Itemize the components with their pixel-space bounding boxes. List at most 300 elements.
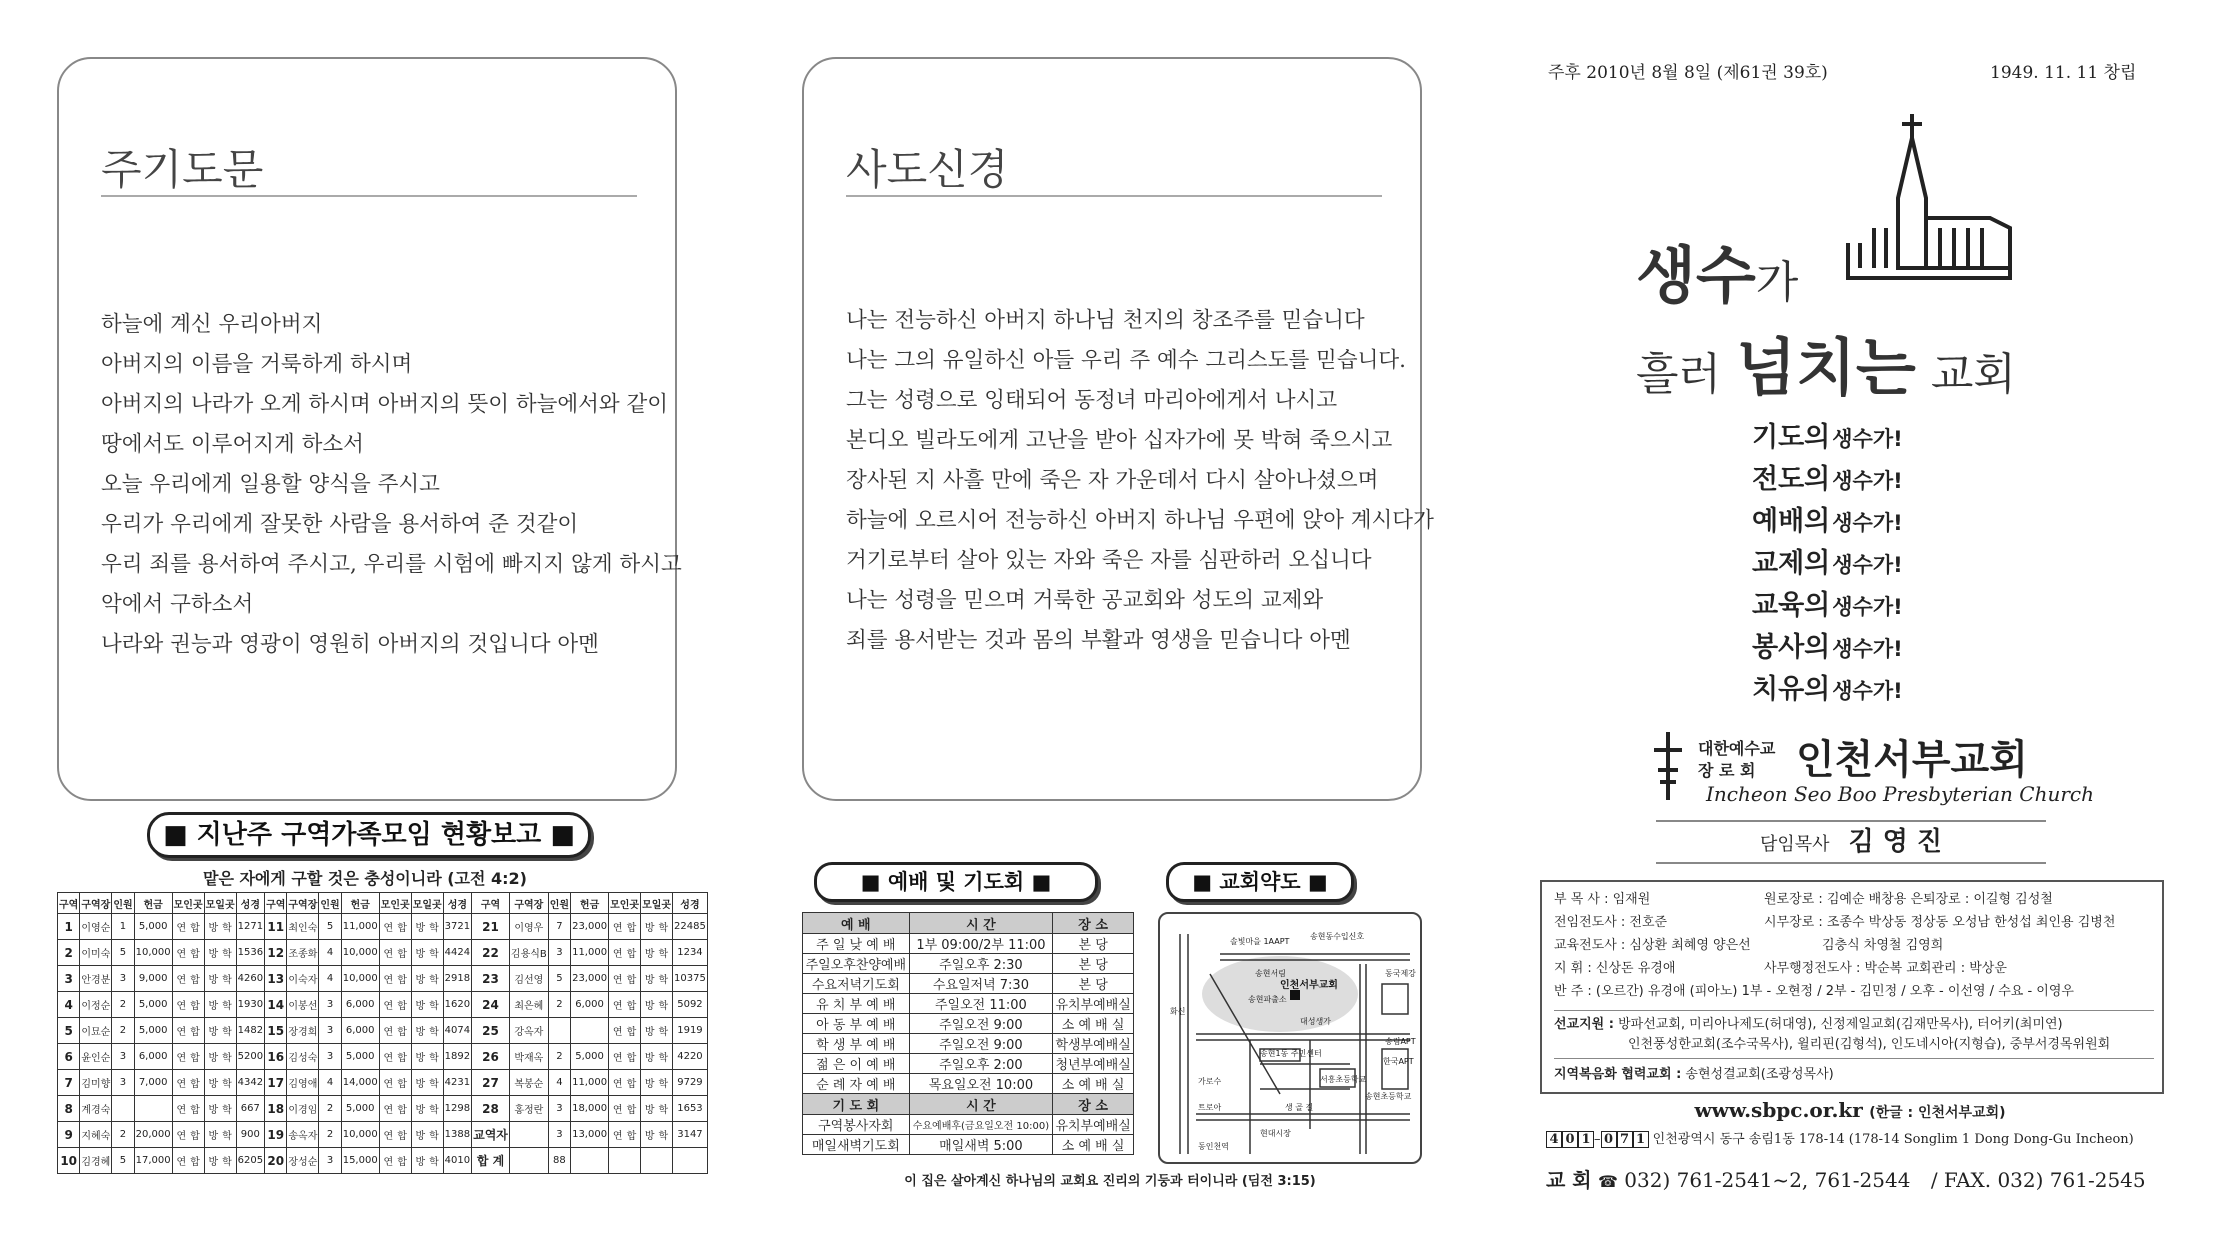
- worship-row: [803, 1074, 1134, 1094]
- map-drawing: [1160, 914, 1420, 1162]
- report-cell-part: 학: [429, 1053, 439, 1064]
- zip-digit: 7: [1617, 1131, 1633, 1148]
- report-cell: [172, 940, 204, 966]
- staff-right: 사무행정전도사 : 박순복 교회관리 : 박상운: [1764, 961, 2007, 976]
- report-row: [58, 940, 708, 966]
- report-cell-part: 방: [644, 1001, 655, 1012]
- report-cell: 이경임: [287, 1096, 319, 1122]
- report-cell-part: 학: [222, 1079, 232, 1090]
- report-cell: 박재옥: [509, 1044, 548, 1070]
- grace-line: [1752, 418, 1903, 460]
- worship-cell: 본 당: [1053, 954, 1134, 974]
- report-cell-part: 학: [222, 923, 232, 934]
- report-cell-part: 합: [626, 1027, 637, 1038]
- report-cell: 17: [265, 1070, 287, 1096]
- report-cell: [379, 966, 411, 992]
- report-cell-part: 연: [176, 1001, 187, 1012]
- creed-line: 나는 전능하신 아버지 하나님 천지의 창조주를 믿습니다: [846, 308, 1365, 333]
- report-cell-part: 연: [383, 1157, 394, 1168]
- address-text: 인천광역시 동구 송림1동 178-14 (178-14 Songlim 1 Dong Dong-Gu Incheon): [1652, 1132, 2134, 1147]
- report-cell: [172, 1096, 204, 1122]
- report-header-cell: 모일곳: [204, 893, 236, 914]
- report-header-cell: 구역: [265, 893, 287, 914]
- report-header-cell: 성경: [673, 893, 708, 914]
- report-row: [58, 1018, 708, 1044]
- report-cell-part: 학: [429, 923, 439, 934]
- report-cell: 7,000: [134, 1070, 172, 1096]
- report-cell: 18: [265, 1096, 287, 1122]
- report-cell: 3: [548, 1122, 570, 1148]
- report-cell-part: 합: [626, 1079, 637, 1090]
- report-cell: 17,000: [134, 1148, 172, 1174]
- report-cell: [204, 1044, 236, 1070]
- report-cell-part: 연: [383, 1001, 394, 1012]
- report-cell-part: 연: [612, 975, 623, 986]
- report-cell: 4074: [443, 1018, 471, 1044]
- staff-right: 원로장로 : 김예순 배창용 은퇴장로 : 이길형 김성철: [1764, 892, 2053, 907]
- map-title: ■ 교회약도 ■: [1166, 862, 1354, 902]
- cooperation-label: 지역복음화 협력교회 :: [1554, 1067, 1682, 1082]
- report-cell: 6,000: [341, 1018, 379, 1044]
- report-cell: 2: [319, 1122, 341, 1148]
- report-cell: 2: [319, 1096, 341, 1122]
- report-cell-part: 연: [176, 1131, 187, 1142]
- report-cell: 2: [112, 1018, 134, 1044]
- report-cell: [411, 1096, 443, 1122]
- report-cell: 7: [548, 914, 570, 940]
- report-cell: 3721: [443, 914, 471, 940]
- report-cell-part: 연: [612, 1131, 623, 1142]
- report-header-cell: 성경: [443, 893, 471, 914]
- report-cell: 5,000: [134, 914, 172, 940]
- worship-row: [803, 1014, 1134, 1034]
- report-cell-part: 학: [429, 949, 439, 960]
- worship-row: [803, 974, 1134, 994]
- report-cell: [509, 1122, 548, 1148]
- report-cell: [172, 992, 204, 1018]
- report-cell: 25: [472, 1018, 510, 1044]
- lords-prayer-title: 주기도문: [101, 145, 264, 194]
- prayer-line: 악에서 구하소서: [101, 592, 254, 617]
- report-cell-part: 합: [626, 1053, 637, 1064]
- report-cell: [172, 966, 204, 992]
- worship-cell: 주일오전 9:00: [909, 1034, 1053, 1054]
- report-cell: 5,000: [134, 1018, 172, 1044]
- grace-word: 전도의: [1752, 464, 1831, 495]
- website-note: (한글 : 인천서부교회): [1869, 1105, 2006, 1121]
- report-cell: [609, 1070, 641, 1096]
- zip-code-part-2: [1601, 1132, 1649, 1147]
- report-cell-part: 방: [208, 1001, 219, 1012]
- report-cell: 장성순: [287, 1148, 319, 1174]
- creed-line: 죄를 용서받는 것과 몸의 부활과 영생을 믿습니다 아멘: [846, 628, 1351, 653]
- report-cell: 15,000: [341, 1148, 379, 1174]
- report-cell: 6,000: [341, 992, 379, 1018]
- report-table: [57, 892, 708, 1174]
- report-cell: [641, 1096, 673, 1122]
- report-cell-part: 학: [222, 1157, 232, 1168]
- report-cell-part: 방: [644, 1053, 655, 1064]
- grace-word: 치유의: [1752, 674, 1831, 705]
- report-cell: [641, 1018, 673, 1044]
- report-cell: 19: [265, 1122, 287, 1148]
- map-label: 한국APT: [1383, 1057, 1414, 1066]
- worship-cell: 학 생 부 예 배: [803, 1034, 910, 1054]
- staff-left: 전임전도사 : 전호준: [1554, 915, 1668, 930]
- report-cell: 5: [319, 914, 341, 940]
- worship-cell: 주일오후찬양예배: [803, 954, 910, 974]
- worship-table: [802, 912, 1134, 1155]
- worship-header-row: [803, 913, 1134, 934]
- grace-suffix: 생수가!: [1832, 469, 1903, 493]
- creed-line: 본디오 빌라도에게 고난을 받아 십자가에 못 박혀 죽으시고: [846, 428, 1393, 453]
- cooperation-church: [1554, 1058, 2154, 1082]
- report-header-cell: 헌금: [341, 893, 379, 914]
- report-header-cell: 구역: [58, 893, 80, 914]
- map-label: 대성생가: [1300, 1017, 1331, 1026]
- report-cell-part: 합: [190, 1079, 200, 1090]
- report-cell: [379, 1044, 411, 1070]
- report-cell: [641, 966, 673, 992]
- report-cell-part: 학: [222, 1053, 232, 1064]
- report-cell: 5,000: [134, 992, 172, 1018]
- report-cell: [609, 992, 641, 1018]
- report-cell-part: 학: [429, 1157, 439, 1168]
- report-cell-part: 방: [415, 1001, 426, 1012]
- report-cell: 4424: [443, 940, 471, 966]
- report-cell-part: 방: [644, 1105, 655, 1116]
- report-row: [58, 966, 708, 992]
- report-cell: 1919: [673, 1018, 708, 1044]
- report-cell: 16: [265, 1044, 287, 1070]
- mission-text-1: 방파선교회, 미리아나제도(허대영), 신정제일교회(김재만목사), 터어키(최미연): [1618, 1017, 2063, 1032]
- creed-line: 장사된 지 사흘 만에 죽은 자 가운데서 다시 살아나셨으며: [846, 468, 1379, 493]
- zip-digit: 4: [1546, 1131, 1562, 1148]
- staff-row: [1554, 957, 2154, 980]
- report-cell: 이미숙: [80, 940, 112, 966]
- report-cell: 3: [58, 966, 80, 992]
- report-cell: [411, 914, 443, 940]
- grace-word: 교육의: [1752, 590, 1831, 621]
- report-cell: 1482: [236, 1018, 264, 1044]
- report-cell: 5,000: [341, 1044, 379, 1070]
- report-cell: 3: [112, 1070, 134, 1096]
- report-cell: 1892: [443, 1044, 471, 1070]
- report-cell-part: 연: [383, 1027, 394, 1038]
- report-cell-part: 연: [383, 1131, 394, 1142]
- worship-cell: 주 일 낮 예 배: [803, 934, 910, 954]
- report-cell-part: 합: [626, 949, 637, 960]
- report-cell: [411, 940, 443, 966]
- worship-row: [803, 1135, 1134, 1155]
- report-header-cell: 헌금: [134, 893, 172, 914]
- report-cell: 홍정란: [509, 1096, 548, 1122]
- report-cell: [172, 1018, 204, 1044]
- report-header-cell: 구역: [472, 893, 510, 914]
- report-cell-part: 합: [397, 1079, 407, 1090]
- report-cell: 이영순: [80, 914, 112, 940]
- denomination-line-1: 대한예수교: [1698, 739, 1776, 758]
- grace-line: [1752, 544, 1903, 586]
- report-cell-part: 방: [208, 1027, 219, 1038]
- report-cell: 김미향: [80, 1070, 112, 1096]
- report-header-cell: 성경: [236, 893, 264, 914]
- grace-suffix: 생수가!: [1832, 595, 1903, 619]
- report-cell: [172, 914, 204, 940]
- worship-cell: 주일오전 11:00: [909, 994, 1053, 1014]
- worship-cell: 본 당: [1053, 934, 1134, 954]
- report-cell: 3: [319, 1018, 341, 1044]
- map-label: 화신: [1170, 1007, 1186, 1016]
- report-cell-part: 합: [626, 975, 637, 986]
- map-label: 인천서부교회: [1280, 980, 1338, 991]
- report-cell-part: 합: [190, 1105, 200, 1116]
- worship-row: [803, 1054, 1134, 1074]
- map-label: 송현1동 주민센터: [1260, 1049, 1322, 1058]
- report-cell-part: 학: [658, 1053, 669, 1064]
- slogan-big-2: 넘치는: [1736, 331, 1916, 404]
- map-label: 송현동수입신호: [1310, 932, 1365, 941]
- report-cell-part: 방: [415, 923, 426, 934]
- church-name: 인천서부교회: [1796, 737, 2028, 783]
- report-row: [58, 1044, 708, 1070]
- report-cell-part: 연: [176, 1053, 187, 1064]
- report-cell-part: 합: [397, 1027, 407, 1038]
- report-cell: 15: [265, 1018, 287, 1044]
- report-cell: 6,000: [571, 992, 609, 1018]
- report-cell: 20: [265, 1148, 287, 1174]
- report-cell-part: 학: [658, 1105, 669, 1116]
- grace-word: 봉사의: [1752, 632, 1831, 663]
- worship-header-row: [803, 1094, 1134, 1115]
- report-cell: 조종화: [287, 940, 319, 966]
- report-cell-part: 학: [658, 923, 669, 934]
- report-cell: 3: [319, 1044, 341, 1070]
- report-cell: 2: [58, 940, 80, 966]
- report-cell: 이숙자: [287, 966, 319, 992]
- map-label: 현대시장: [1260, 1129, 1291, 1138]
- grace-line: [1752, 628, 1903, 670]
- report-cell: 11,000: [571, 1070, 609, 1096]
- staff-left: 반 주 : (오르간) 유경애 (피아노) 1부 - 오현정 / 2부 - 김민정 / 오후 - 이선영 / 수요 - 이영우: [1554, 984, 2074, 999]
- report-cell: 5,000: [341, 1096, 379, 1122]
- report-cell-part: 학: [429, 1027, 439, 1038]
- worship-cell: 유 치 부 예 배: [803, 994, 910, 1014]
- creed-text: [846, 301, 1434, 661]
- worship-header-cell: 시 간: [909, 1094, 1053, 1115]
- report-cell-part: 합: [190, 1027, 200, 1038]
- report-cell: 안경분: [80, 966, 112, 992]
- report-cell: [641, 992, 673, 1018]
- report-cell: [204, 966, 236, 992]
- report-header-cell: 구역장: [80, 893, 112, 914]
- report-cell-part: 합: [397, 949, 407, 960]
- report-cell: 8: [58, 1096, 80, 1122]
- report-cell-part: 방: [208, 1053, 219, 1064]
- report-cell-part: 학: [658, 1131, 669, 1142]
- report-cell: [204, 1070, 236, 1096]
- worship-cell: 주일오전 9:00: [909, 1014, 1053, 1034]
- report-cell-part: 합: [397, 975, 407, 986]
- report-cell: 5092: [673, 992, 708, 1018]
- worship-cell: 주일오후 2:00: [909, 1054, 1053, 1074]
- creed-panel: [802, 57, 1434, 801]
- report-cell: 강옥자: [509, 1018, 548, 1044]
- report-cell: [411, 966, 443, 992]
- zip-code-part-1: [1546, 1132, 1594, 1147]
- prayer-line: 오늘 우리에게 일용할 양식을 주시고: [101, 472, 440, 497]
- map-label: 솔빛마을 1AAPT: [1230, 937, 1290, 946]
- map-label: 송현서림: [1255, 969, 1286, 978]
- staff-left: 부 목 사 : 임재원: [1554, 892, 1651, 907]
- grace-suffix: 생수가!: [1832, 637, 1903, 661]
- report-cell: 20,000: [134, 1122, 172, 1148]
- report-cell-part: 방: [415, 1053, 426, 1064]
- worship-row: [803, 994, 1134, 1014]
- report-cell-part: 방: [644, 975, 655, 986]
- report-cell: [204, 1096, 236, 1122]
- staff-row: [1554, 888, 2154, 911]
- report-cell-part: 연: [612, 1105, 623, 1116]
- report-cell-part: 학: [429, 975, 439, 986]
- prayer-line: 아버지의 이름을 거룩하게 하시며: [101, 352, 413, 377]
- report-cell: [379, 1148, 411, 1174]
- worship-cell: 수요예배후(금요일오전 10:00): [909, 1115, 1053, 1135]
- prayer-line: 우리 죄를 용서하여 주시고, 우리를 시험에 빠지지 않게 하시고: [101, 552, 682, 577]
- report-cell: 3: [319, 992, 341, 1018]
- map-label: 가로수: [1198, 1077, 1222, 1086]
- report-cell: [411, 1070, 443, 1096]
- worship-footer: 이 집은 살아계신 하나님의 교회요 진리의 기둥과 터이니라 (딤전 3:15): [904, 1174, 1316, 1189]
- report-cell: 22485: [673, 914, 708, 940]
- staff-list: [1554, 888, 2154, 1003]
- worship-cell: 매일새벽 5:00: [909, 1135, 1053, 1155]
- report-cell-part: 합: [397, 1001, 407, 1012]
- worship-cell: 젊 은 이 예 배: [803, 1054, 910, 1074]
- tel-label: 교 회: [1546, 1168, 1592, 1192]
- worship-cell: 소 예 배 실: [1053, 1014, 1134, 1034]
- phone-icon: ☎: [1597, 1172, 1618, 1191]
- worship-row: [803, 954, 1134, 974]
- report-cell: 5: [58, 1018, 80, 1044]
- report-cell-part: 연: [176, 1079, 187, 1090]
- report-cell-part: 학: [658, 975, 669, 986]
- report-header-cell: 인원: [548, 893, 570, 914]
- report-row: [58, 914, 708, 940]
- report-cell-part: 합: [626, 1131, 637, 1142]
- report-cell: [641, 1148, 673, 1174]
- report-title: ■ 지난주 구역가족모임 현황보고 ■: [147, 812, 591, 858]
- slogan-word-a: 흘러: [1636, 349, 1722, 400]
- report-cell: [673, 1148, 708, 1174]
- staff-box: [1540, 880, 2164, 1094]
- report-cell: [172, 1148, 204, 1174]
- zip-digit: 0: [1601, 1131, 1617, 1148]
- report-cell: 3: [112, 1044, 134, 1070]
- grace-line: [1752, 586, 1903, 628]
- prayer-line: 하늘에 계신 우리아버지: [101, 312, 323, 337]
- creed-line: 거기로부터 살아 있는 자와 죽은 자를 심판하러 오십니다: [846, 548, 1372, 573]
- report-cell: 9,000: [134, 966, 172, 992]
- report-cell-part: 합: [190, 1001, 200, 1012]
- worship-cell: 아 동 부 예 배: [803, 1014, 910, 1034]
- slogan-heading: [1636, 226, 1798, 315]
- report-cell: [609, 914, 641, 940]
- website-url[interactable]: www.sbpc.or.kr: [1694, 1098, 1863, 1122]
- report-cell: 10,000: [341, 966, 379, 992]
- report-cell: 복봉순: [509, 1070, 548, 1096]
- report-cell-part: 방: [415, 1105, 426, 1116]
- report-cell: [641, 1122, 673, 1148]
- report-cell-part: 합: [626, 1105, 637, 1116]
- report-cell: 1536: [236, 940, 264, 966]
- worship-cell: 수요일저녁 7:30: [909, 974, 1053, 994]
- report-cell-part: 연: [383, 1053, 394, 1064]
- report-cell: 4231: [443, 1070, 471, 1096]
- report-cell: 667: [236, 1096, 264, 1122]
- report-cell-part: 연: [176, 949, 187, 960]
- report-cell: 2: [548, 992, 570, 1018]
- report-cell: 13: [265, 966, 287, 992]
- report-cell: 이영우: [509, 914, 548, 940]
- report-cell: [379, 992, 411, 1018]
- report-cell-part: 학: [222, 949, 232, 960]
- map-label: 동국제강: [1385, 969, 1416, 978]
- worship-cell: 목요일오전 10:00: [909, 1074, 1053, 1094]
- report-cell: [112, 1096, 134, 1122]
- report-header-row: [58, 893, 708, 914]
- report-cell: 24: [472, 992, 510, 1018]
- report-cell: 9729: [673, 1070, 708, 1096]
- map-label: 송림APT: [1385, 1037, 1416, 1046]
- report-cell: [411, 1148, 443, 1174]
- report-cell-part: 합: [397, 1105, 407, 1116]
- prayer-line: 아버지의 나라가 오게 하시며 아버지의 뜻이 하늘에서와 같이: [101, 392, 669, 417]
- worship-cell: 소 예 배 실: [1053, 1135, 1134, 1155]
- report-cell-part: 합: [397, 1131, 407, 1142]
- creed-title: 사도신경: [846, 145, 1009, 194]
- worship-row: [803, 1034, 1134, 1054]
- report-cell: 10375: [673, 966, 708, 992]
- map-label: 송현파출소: [1248, 995, 1287, 1004]
- report-cell: [641, 914, 673, 940]
- report-cell-part: 합: [190, 1157, 200, 1168]
- report-cell: [609, 1096, 641, 1122]
- zip-digit: 1: [1633, 1131, 1649, 1148]
- report-cell: [204, 1018, 236, 1044]
- report-cell: [609, 966, 641, 992]
- report-cell: [411, 1018, 443, 1044]
- report-cell-part: 학: [658, 1001, 669, 1012]
- zip-digit: 0: [1562, 1131, 1578, 1148]
- worship-cell: 청년부예배실: [1053, 1054, 1134, 1074]
- report-cell: 계경숙: [80, 1096, 112, 1122]
- report-cell-part: 합: [190, 1131, 200, 1142]
- report-cell: 4: [58, 992, 80, 1018]
- prayer-line: 우리가 우리에게 잘못한 사람을 용서하여 준 것같이: [101, 512, 579, 537]
- report-cell-part: 합: [397, 923, 407, 934]
- grace-suffix: 생수가!: [1832, 553, 1903, 577]
- slogan-word-b: 교회: [1930, 349, 2016, 400]
- report-cell-part: 연: [612, 1027, 623, 1038]
- report-cell: [411, 1122, 443, 1148]
- report-cell: 지혜숙: [80, 1122, 112, 1148]
- contact-line: [1546, 1164, 2166, 1193]
- report-cell-part: 방: [415, 1079, 426, 1090]
- report-cell: 이정순: [80, 992, 112, 1018]
- report-cell: [641, 1044, 673, 1070]
- worship-cell: 주일오후 2:30: [909, 954, 1053, 974]
